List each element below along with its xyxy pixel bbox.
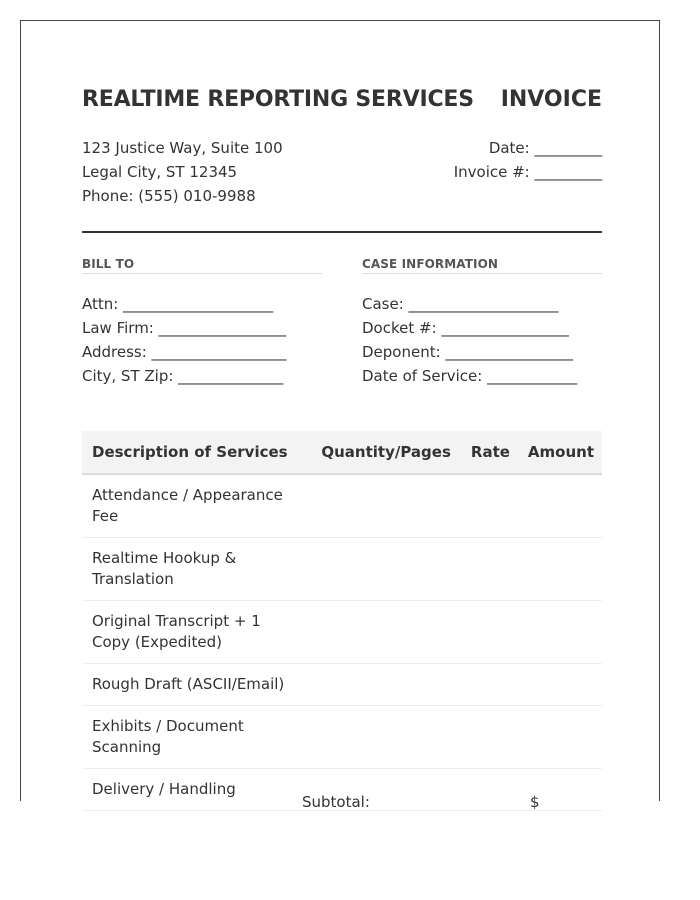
bill-to-title: BILL TO <box>82 257 322 274</box>
quantity-cell <box>311 706 461 769</box>
case-information-section <box>362 257 602 388</box>
city-state-zip-field: City, ST Zip: ______________ <box>82 367 284 385</box>
company-address <box>82 136 283 208</box>
amount-cell <box>518 664 602 706</box>
address-line-1: 123 Justice Way, Suite 100 <box>82 139 283 157</box>
document-title: INVOICE <box>500 87 602 112</box>
quantity-cell <box>311 474 461 538</box>
rate-cell <box>461 601 518 664</box>
subtotal-label: Subtotal: <box>302 793 370 811</box>
bill-to-section <box>82 257 322 388</box>
address-line-2: Legal City, ST 12345 <box>82 163 238 181</box>
law-firm-field: Law Firm: _________________ <box>82 319 287 337</box>
company-name: REALTIME REPORTING SERVICES <box>82 87 474 112</box>
services-table <box>82 431 602 811</box>
service-description: Attendance / Appearance Fee <box>82 474 311 538</box>
quantity-cell <box>311 664 461 706</box>
table-row <box>82 474 602 538</box>
table-row <box>82 601 602 664</box>
amount-cell <box>518 474 602 538</box>
invoice-page <box>20 20 660 811</box>
invoice-header <box>82 87 602 117</box>
table-row <box>82 706 602 769</box>
quantity-cell <box>311 538 461 601</box>
rate-cell <box>461 706 518 769</box>
invoice-date-field: Date: _________ <box>488 139 602 157</box>
date-of-service-field: Date of Service: ____________ <box>362 367 578 385</box>
address-field: Address: __________________ <box>82 343 287 361</box>
attn-field: Attn: ____________________ <box>82 295 274 313</box>
invoice-number-field: Invoice #: _________ <box>453 163 602 181</box>
service-description: Exhibits / Document Scanning <box>82 706 311 769</box>
amount-cell <box>518 538 602 601</box>
table-header-row <box>82 431 602 474</box>
header-rate: Rate <box>461 431 518 474</box>
subtotal-value: $ <box>530 793 540 811</box>
header-description: Description of Services <box>82 431 311 474</box>
table-row <box>82 664 602 706</box>
case-information-title: CASE INFORMATION <box>362 257 602 274</box>
docket-field: Docket #: _________________ <box>362 319 569 337</box>
rate-cell <box>461 538 518 601</box>
invoice-meta <box>454 136 602 184</box>
service-description: Delivery / Handling <box>82 769 311 811</box>
header-divider <box>82 231 602 233</box>
service-description: Rough Draft (ASCII/Email) <box>82 664 311 706</box>
company-phone: Phone: (555) 010-9988 <box>82 187 256 205</box>
rate-cell <box>461 474 518 538</box>
amount-cell <box>518 706 602 769</box>
case-field: Case: ____________________ <box>362 295 559 313</box>
subtotal-row <box>82 793 602 817</box>
bill-to-fields <box>82 292 322 388</box>
rate-cell <box>461 664 518 706</box>
table-row <box>82 538 602 601</box>
service-description: Original Transcript + 1 Copy (Expedited) <box>82 601 311 664</box>
amount-cell <box>518 601 602 664</box>
header-quantity: Quantity/Pages <box>311 431 461 474</box>
case-information-fields <box>362 292 602 388</box>
header-amount: Amount <box>518 431 602 474</box>
service-description: Realtime Hookup & Translation <box>82 538 311 601</box>
quantity-cell <box>311 601 461 664</box>
deponent-field: Deponent: _________________ <box>362 343 573 361</box>
